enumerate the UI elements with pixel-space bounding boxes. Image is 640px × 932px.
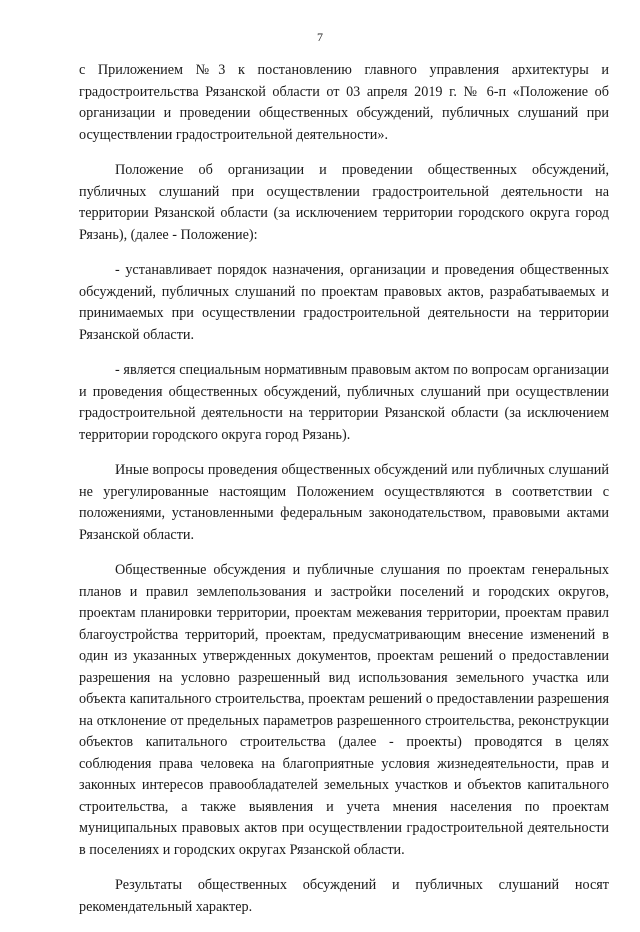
paragraph-6: Общественные обсуждения и публичные слушания по проектам генеральных планов и правил землепользования и застройки поселений и городских округов, проектам планировки территории, проектам межевания территории, проектам правил благоустройства территорий, проектам, предусматривающим внесение изменений в один из указанных утвержденных документов, проектам решений о предоставлении разрешения на условно разрешенный вид использования земельного участка или объекта капитального строительства, проектам решений о предоставлении разрешения на отклонение от предельных параметров разрешенного строительства, реконструкции объектов капитального строительства (далее - проекты) проводятся в целях соблюдения права человека на благоприятные условия жизнедеятельности, прав и законных интересов правообладателей земельных участков и объектов капитального строительства, а также выявления и учета мнения населения по проектам муниципальных правовых актов при осуществлении градостроительной деятельности в поселениях и городских округах Рязанской области.	[79, 562, 609, 858]
paragraph-4: - является специальным нормативным правовым актом по вопросам организации и проведения общественных обсуждений, публичных слушаний при осуществлении градостроительной деятельности на территории Рязанской области (за исключением территории городского округа город Рязань).	[79, 362, 609, 443]
paragraph-1: с Приложением №3 к постановлению главного управления архитектуры и градостроительства Рязанской области от 03 апреля 2019 г. № 6-п «Положение об организации и проведении общественных обсуждений, публичных слушаний при осуществлении градостроительной деятельности».	[79, 62, 609, 143]
paragraph-2: Положение об организации и проведении общественных обсуждений, публичных слушаний при осуществлении градостроительной деятельности на территории Рязанской области (за исключением территории городского округа город Рязань), (далее - Положение):	[79, 162, 609, 243]
paragraph-7: Результаты общественных обсуждений и публичных слушаний носят рекомендательный характер.	[79, 877, 609, 915]
paragraph-3: - устанавливает порядок назначения, организации и проведения общественных обсуждений, публичных слушаний по проектам правовых актов, разрабатываемых и принимаемых при осуществлении градостроительной деятельности на территории Рязанской области.	[79, 262, 609, 343]
paragraph-5: Иные вопросы проведения общественных обсуждений или публичных слушаний не урегулированные настоящим Положением осуществляются в соответствии с положениями, установленными федеральным законодательством, правовыми актами Рязанской области.	[79, 462, 609, 543]
document-body	[79, 60, 609, 932]
page-number: 7	[317, 30, 323, 44]
